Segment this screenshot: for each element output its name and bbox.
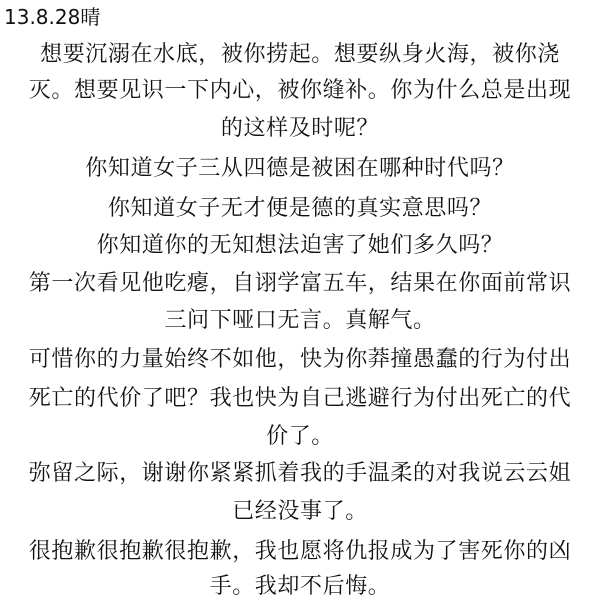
date-weather-line: 13.8.28晴 bbox=[4, 5, 101, 29]
text-line-8: 三问下哑口无言。真解气。 bbox=[164, 308, 436, 333]
text-line-14: 很抱歉很抱歉很抱歉，我也愿将仇报成为了害死你的凶 bbox=[28, 539, 572, 564]
text-line-3: 的这样及时呢？ bbox=[220, 116, 380, 141]
text-line-2: 灭。想要见识一下内心，被你缝补。你为什么总是出现 bbox=[28, 78, 572, 103]
text-line-6: 你知道你的无知想法迫害了她们多久吗？ bbox=[96, 233, 504, 258]
text-line-4: 你知道女子三从四德是被困在哪种时代吗？ bbox=[85, 156, 515, 181]
text-line-9: 可惜你的力量始终不如他，快为你莽撞愚蠢的行为付出 bbox=[28, 347, 572, 372]
text-line-1: 想要沉溺在水底，被你捞起。想要纵身火海，被你浇 bbox=[40, 42, 560, 67]
text-line-10: 死亡的代价了吧？我也快为自己逃避行为付出死亡的代 bbox=[28, 386, 572, 411]
text-line-15: 手。我却不后悔。 bbox=[209, 574, 391, 599]
text-line-7: 第一次看见他吃瘪，自诩学富五车，结果在你面前常识 bbox=[28, 271, 572, 296]
text-line-5: 你知道女子无才便是德的真实意思吗？ bbox=[107, 196, 493, 221]
text-line-13: 已经没事了。 bbox=[232, 499, 368, 524]
text-line-12: 弥留之际，谢谢你紧紧抓着我的手温柔的对我说云云姐 bbox=[28, 461, 572, 486]
text-line-11: 价了。 bbox=[266, 424, 334, 449]
